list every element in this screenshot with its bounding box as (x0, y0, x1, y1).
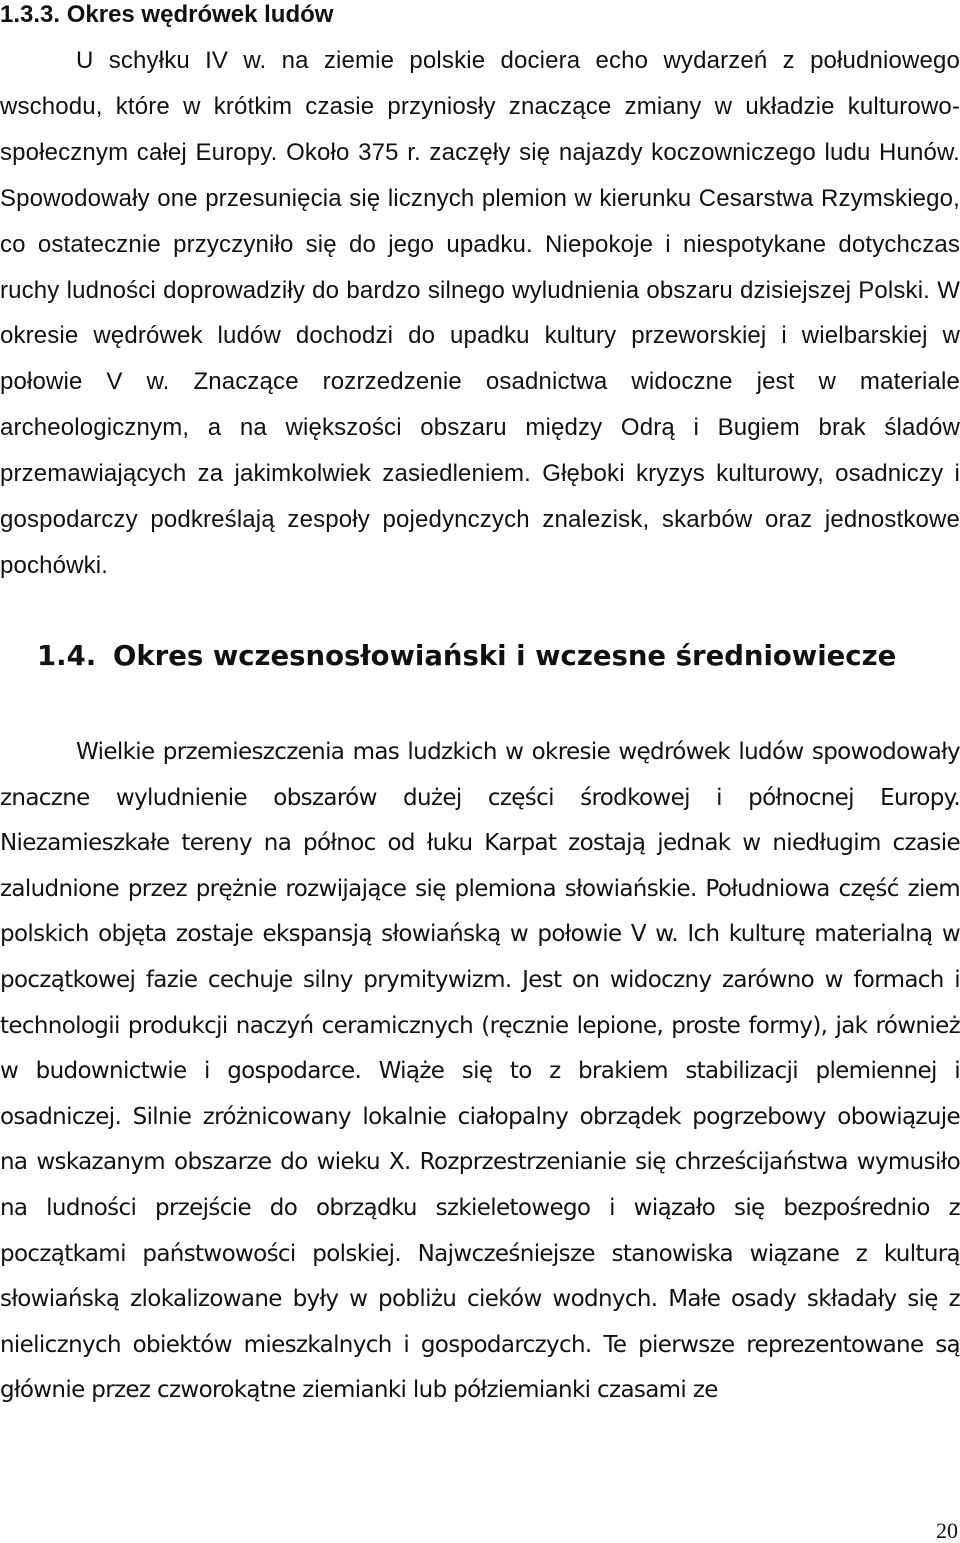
section-heading-1-3-3: 1.3.3. Okres wędrówek ludów (0, 1, 334, 28)
section-heading-1-4 (37, 636, 937, 676)
page-number: 20 (936, 1518, 958, 1543)
section-number: 1.4. (37, 640, 97, 672)
paragraph-migration-period: U schyłku IV w. na ziemie polskie dociera echo wydarzeń z południowego wschodu, które w krótkim czasie przyniosły znaczące zmiany w układzie kulturowo-społecznym całej Europy. Około 375 r. zaczęły się najazdy koczowniczego ludu Hunów. Spowodowały one przesunięcia się licznych plemion w kierunku Cesarstwa Rzymskiego, co ostatecznie przyczyniło się do jego upadku. Niepokoje i niespotykane dotychczas ruchy ludności doprowadziły do bardzo silnego wyludnienia obszaru dzisiejszej Polski. W okresie wędrówek ludów dochodzi do upadku kultury przeworskiej i wielbarskiej w połowie V w. Znaczące rozrzedzenie osadnictwa widoczne jest w materiale archeologicznym, a na większości obszaru między Odrą i Bugiem brak śladów przemawiających za jakimkolwiek zasiedleniem. Głęboki kryzys kulturowy, osadniczy i gospodarczy podkreślają zespoły pojedynczych znalezisk, skarbów oraz jednostkowe pochówki. (0, 47, 960, 579)
section-title: Okres wczesnosłowiański i wczesne średniowiecze (113, 640, 897, 672)
paragraph-early-slavic-period: Wielkie przemieszczenia mas ludzkich w okresie wędrówek ludów spowodowały znaczne wyludnienie obszarów dużej części środkowej i północnej Europy. Niezamieszkałe tereny na północ od łuku Karpat zostają jednak w niedługim czasie zaludnione przez prężnie rozwijające się plemiona słowiańskie. Południowa część ziem polskich objęta zostaje ekspansją słowiańską w połowie V w. Ich kulturę materialną w początkowej fazie cechuje silny prymitywizm. Jest on widoczny zarówno w formach i technologii produkcji naczyń ceramicznych (ręcznie lepione, proste formy), jak również w budownictwie i gospodarce. Wiąże się to z brakiem stabilizacji plemiennej i osadniczej. Silnie zróżnicowany lokalnie ciałopalny obrządek pogrzebowy obowiązuje na wskazanym obszarze do wieku X. Rozprzestrzenianie się chrześcijaństwa wymusiło na ludności przejście do obrządku szkieletowego i wiązało się bezpośrednio z początkami państwowości polskiej. Najwcześniejsze stanowiska wiązane z kulturą słowiańską zlokalizowane były w pobliżu cieków wodnych. Małe osady składały się z nielicznych obiektów mieszkalnych i gospodarczych. Te pierwsze reprezentowane są głównie przez czworokątne ziemianki lub półziemianki czasami ze (0, 739, 960, 1404)
